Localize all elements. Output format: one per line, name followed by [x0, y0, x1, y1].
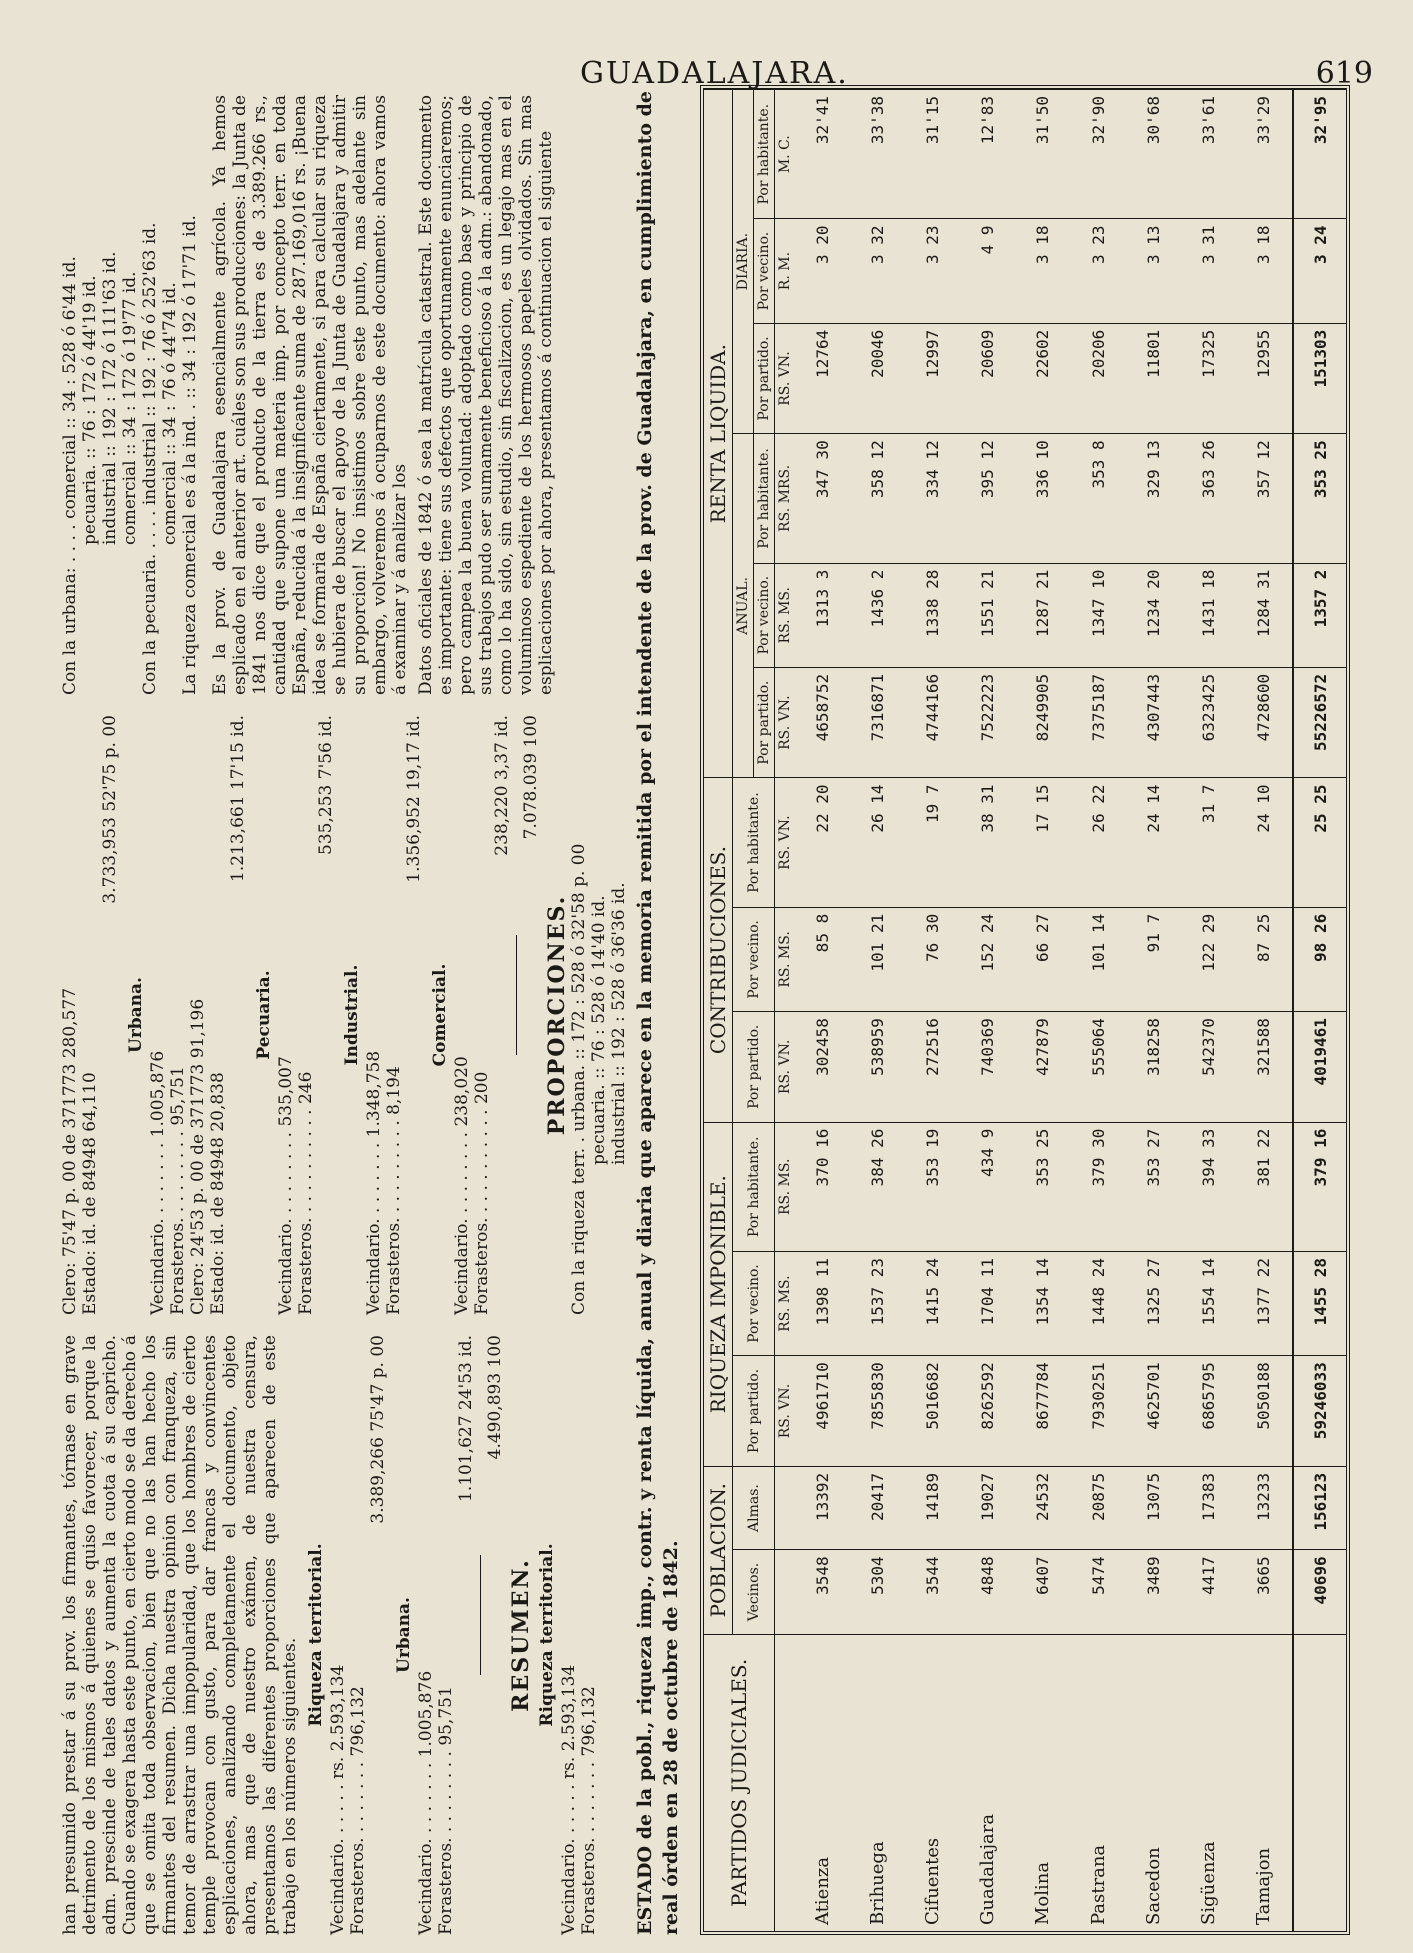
line: 3.733,953 52'75 p. 00 [100, 715, 120, 904]
cell-a3: 353 8 [1070, 434, 1125, 563]
cell-d2: 3 32 [850, 219, 905, 323]
line: 1.101,627 24'53 id. [456, 1335, 476, 1502]
cell-a3: 395 12 [960, 434, 1015, 563]
line: Vecindario. . . . . . rs. 2.593,134 [559, 1664, 579, 1935]
line: 3.389,266 75'47 p. 00 [368, 1335, 388, 1524]
cell-a1: 4744166 [905, 667, 960, 778]
total-v: 40696 [1293, 1550, 1346, 1634]
line: 238,220 3,37 id. [492, 715, 512, 856]
cell-c2: 91 7 [1126, 907, 1181, 1011]
line: Forasteros. . . . . . . . . . . 200 [472, 1071, 492, 1315]
col1-paragraph: han presumido prestar á su prov. los firmantes, tórnase en grave detrimento de los mismos á quienes se quiso favorecer, porque la adm. prescinde de tales datos y aumenta la cuota á su capricho. Cuando se exagera hasta este punto, en cierto modo se da derecho á que se omita toda observacion, bien que no las han hecho los firmantes del resumen. Dicha nuestra opinion con franqueza, sin temor de arrastrar una impopularidad, que los hombres de cierto temple provocan con gusto, para dar francas y convincentes esplicaciones, analizando completamente el documento, objeto ahora, mas que de nuestro exámen, de nuestra censura, presentamos las diferentes proporciones que aparecen de este trabajo en los números siguientes. [60, 1335, 300, 1935]
cell-d1: 12955 [1236, 323, 1293, 434]
total-a: 156123 [1293, 1466, 1346, 1550]
cell-a1: 6323425 [1181, 667, 1236, 778]
total-a1: 55226572 [1293, 667, 1346, 778]
cell-r2: 1448 24 [1070, 1251, 1125, 1355]
sub-vecino: Por vecino. [733, 1251, 775, 1355]
line: 4.490,893 100 [485, 1335, 505, 1460]
sub-vecino: Por vecino. [754, 563, 775, 667]
unit: RS. VN. [775, 1012, 796, 1123]
cell-r1: 7855830 [850, 1356, 905, 1467]
cell-c1: 427879 [1015, 1012, 1070, 1123]
heading-proporciones: PROPORCIONES. [544, 894, 570, 1136]
partido-name: Cifuentes [905, 1634, 960, 1931]
cell-c3: 38 31 [960, 778, 1015, 907]
cell-v: 4848 [960, 1550, 1015, 1634]
cell-d1: 20206 [1070, 323, 1125, 434]
cell-a3: 363 26 [1181, 434, 1236, 563]
line: Forasteros. . . . . . . . 796,132 [579, 1686, 599, 1935]
cell-r3: 353 27 [1126, 1122, 1181, 1251]
cell-d3: 33'29 [1236, 90, 1293, 219]
cell-c1: 542370 [1181, 1012, 1236, 1123]
cell-c3: 26 14 [850, 778, 905, 907]
line: La riqueza comercial es á la ind. . :: 34 : 192 ó 17'71 id. [180, 215, 200, 695]
cell-c2: 76 30 [905, 907, 960, 1011]
total-a2: 1357 2 [1293, 563, 1346, 667]
line: Estado: id. de 84948 64,110 [80, 1072, 100, 1315]
unit: RS. MS. [775, 907, 796, 1011]
cell-d1: 12764 [795, 323, 850, 434]
line: industrial :: 192 : 528 ó 36'36 id. [609, 882, 629, 1165]
cell-r1: 8262592 [960, 1356, 1015, 1467]
sub-vecino: Por vecino. [733, 907, 775, 1011]
cell-c1: 272516 [905, 1012, 960, 1123]
cell-a2: 1551 21 [960, 563, 1015, 667]
sub-habitante: Por habitante. [733, 1122, 775, 1251]
total-r3: 379 16 [1293, 1122, 1346, 1251]
cell-d3: 12'83 [960, 90, 1015, 219]
total-d3: 32'95 [1293, 90, 1346, 219]
unit: RS. MS. [775, 1122, 796, 1251]
col-renta: RENTA LIQUIDA. [704, 90, 733, 778]
partido-name: Atienza [795, 1634, 850, 1931]
total-c3: 25 25 [1293, 778, 1346, 907]
line: Estado: id. de 84948 20,838 [208, 1072, 228, 1315]
cell-a2: 1347 10 [1070, 563, 1125, 667]
cell-d2: 3 20 [795, 219, 850, 323]
cell-a1: 4658752 [795, 667, 850, 778]
cell-c3: 24 14 [1126, 778, 1181, 907]
total-c2: 98 26 [1293, 907, 1346, 1011]
heading-riqueza-territorial: Riqueza territorial. [306, 1543, 326, 1727]
cell-a2: 1287 21 [1015, 563, 1070, 667]
cell-v: 6407 [1015, 1550, 1070, 1634]
col3-paragraph-2: Datos oficiales de 1842 ó sea la matrícula catastral. Este documento es importante: tiene sus defectos que oportunamente enunciaremos; pero campea la buena voluntad: adoptado como base y principio de sus trabajos pudo ser sumamente beneficioso á la adm.: abandonado, como lo ha sido, sin estudio, sin fiscalizacion, es un legajo mas en el voluminoso espediente de los hermosos papeles olvidados. Sin mas esplicaciones por ahora, presentamos á continuacion el siguiente [416, 95, 556, 695]
cell-r2: 1554 14 [1181, 1251, 1236, 1355]
partido-name: Tamajon [1236, 1634, 1293, 1931]
cell-r2: 1377 22 [1236, 1251, 1293, 1355]
cell-a: 13392 [795, 1466, 850, 1550]
cell-v: 3665 [1236, 1550, 1293, 1634]
line: 1.213,661 17'15 id. [228, 715, 248, 882]
cell-r3: 370 16 [795, 1122, 850, 1251]
table-row [1070, 90, 1125, 1932]
cell-r1: 6865795 [1181, 1356, 1236, 1467]
cell-a: 13233 [1236, 1466, 1293, 1550]
cell-a3: 357 12 [1236, 434, 1293, 563]
cell-a1: 4728600 [1236, 667, 1293, 778]
table-row [1236, 90, 1293, 1932]
partido-name: Brihuega [850, 1634, 905, 1931]
line: Vecindario. . . . . . . . 1.005,876 [416, 1670, 436, 1935]
cell-d1: 17325 [1181, 323, 1236, 434]
col-poblacion: POBLACION. [704, 1466, 733, 1634]
cell-r3: 384 26 [850, 1122, 905, 1251]
cell-a1: 7375187 [1070, 667, 1125, 778]
line: Forasteros. . . . . . . . . 95,751 [168, 1066, 188, 1315]
sub-habitante: Por habitante. [754, 90, 775, 219]
cell-c1: 555064 [1070, 1012, 1125, 1123]
cell-v: 3489 [1126, 1550, 1181, 1634]
cell-c3: 22 20 [795, 778, 850, 907]
cell-a: 17383 [1181, 1466, 1236, 1550]
line: Forasteros. . . . . . . . . 95,751 [436, 1686, 456, 1935]
cell-d3: 33'61 [1181, 90, 1236, 219]
sub-diaria: DIARIA. [733, 90, 754, 434]
cell-c2: 122 29 [1181, 907, 1236, 1011]
line: Vecindario. . . . . . . . 1.348,758 [364, 1050, 384, 1315]
cell-v: 3544 [905, 1550, 960, 1634]
cell-d3: 31'50 [1015, 90, 1070, 219]
total-d1: 151303 [1293, 323, 1346, 434]
table-row [1181, 90, 1236, 1932]
cell-v: 3548 [795, 1550, 850, 1634]
table-row [795, 90, 850, 1932]
cell-c1: 321588 [1236, 1012, 1293, 1123]
table-total-row [1293, 90, 1346, 1932]
caption-estado: ESTADO [634, 1845, 656, 1935]
cell-d2: 3 23 [1070, 219, 1125, 323]
cell-r1: 4625701 [1126, 1356, 1181, 1467]
cell-d3: 32'90 [1070, 90, 1125, 219]
cell-r1: 5050188 [1236, 1356, 1293, 1467]
cell-a1: 7522223 [960, 667, 1015, 778]
cell-a2: 1431 18 [1181, 563, 1236, 667]
table-row [1126, 90, 1181, 1932]
table-row [1015, 90, 1070, 1932]
sub-partido: Por partido. [754, 667, 775, 778]
cell-d2: 3 18 [1015, 219, 1070, 323]
cell-a3: 347 30 [795, 434, 850, 563]
line: pecuaria. :: 76 : 172 ó 44'19 id. [80, 275, 100, 545]
cell-r3: 379 30 [1070, 1122, 1125, 1251]
cell-a2: 1234 20 [1126, 563, 1181, 667]
cell-c2: 101 21 [850, 907, 905, 1011]
rule [516, 935, 517, 1055]
cell-c1: 740369 [960, 1012, 1015, 1123]
cell-c2: 101 14 [1070, 907, 1125, 1011]
cell-a2: 1313 3 [795, 563, 850, 667]
partido-name: Molina [1015, 1634, 1070, 1931]
statistics-table [700, 85, 1350, 1935]
cell-a: 24532 [1015, 1466, 1070, 1550]
col-riqueza: RIQUEZA IMPONIBLE. [704, 1122, 733, 1466]
cell-v: 5474 [1070, 1550, 1125, 1634]
line: comercial :: 34 : 76 ó 44'74 id. [160, 282, 180, 545]
sub-habitante: Por habitante. [754, 434, 775, 563]
cell-a1: 4307443 [1126, 667, 1181, 778]
cell-c3: 26 22 [1070, 778, 1125, 907]
partido-name: Pastrana [1070, 1634, 1125, 1931]
sub-partido: Por partido. [733, 1012, 775, 1123]
page-number: 619 [1315, 56, 1373, 91]
table-caption [632, 85, 692, 1935]
heading-urbana: Urbana. [394, 1597, 414, 1673]
cell-a2: 1284 31 [1236, 563, 1293, 667]
heading-riqueza-territorial-2: Riqueza territorial. [537, 1543, 557, 1727]
unit: RS. VN. [775, 778, 796, 907]
cell-a2: 1338 28 [905, 563, 960, 667]
heading-pecuaria: Pecuaria. [254, 970, 274, 1060]
table-row [850, 90, 905, 1932]
cell-d3: 33'38 [850, 90, 905, 219]
cell-c3: 31 7 [1181, 778, 1236, 907]
cell-c1: 302458 [795, 1012, 850, 1123]
rotated-page-body [60, 85, 1360, 1935]
total-d2: 3 24 [1293, 219, 1346, 323]
cell-d3: 30'68 [1126, 90, 1181, 219]
cell-v: 4417 [1181, 1550, 1236, 1634]
sub-partido: Por partido. [733, 1356, 775, 1467]
partido-name: Sigüenza [1181, 1634, 1236, 1931]
cell-r2: 1704 11 [960, 1251, 1015, 1355]
line: Clero: 24'53 p. 00 de 371773 91,196 [188, 998, 208, 1315]
cell-c3: 24 10 [1236, 778, 1293, 907]
sub-vecino: Por vecino. [754, 219, 775, 323]
caption-text: de la pobl., riqueza imp., contr. y renta líquida, anual y diaria que aparece en la memoria remitida por el intendente de la prov. de Guadalajara, en cumplimiento de real órden en 28 de octubre de 1842. [634, 90, 682, 1935]
cell-c3: 17 15 [1015, 778, 1070, 907]
line: industrial :: 192 : 172 ó 111'63 id. [100, 251, 120, 545]
cell-a2: 1436 2 [850, 563, 905, 667]
cell-d3: 31'15 [905, 90, 960, 219]
line: Con la pecuaria. . . . . industrial :: 192 : 76 ó 252'63 id. [140, 222, 160, 695]
line: Vecindario. . . . . . . . 1.005,876 [148, 1050, 168, 1315]
cell-d2: 3 23 [905, 219, 960, 323]
line: Vecindario. . . . . . . . . 238,020 [452, 1056, 472, 1315]
unit: M. C. [775, 90, 796, 219]
rule [480, 1555, 481, 1675]
line: Vecindario. . . . . . rs. 2.593,134 [328, 1664, 348, 1935]
cell-c1: 538959 [850, 1012, 905, 1123]
table-row [905, 90, 960, 1932]
cell-a1: 8249905 [1015, 667, 1070, 778]
cell-d2: 3 31 [1181, 219, 1236, 323]
cell-r1: 8677784 [1015, 1356, 1070, 1467]
cell-r3: 394 33 [1181, 1122, 1236, 1251]
sub-anual: ANUAL. [733, 434, 754, 778]
line: 1.356,952 19,17 id. [404, 715, 424, 883]
total-r1: 59246033 [1293, 1356, 1346, 1467]
line: 535,253 7'56 id. [316, 715, 336, 855]
table-body [795, 90, 1346, 1932]
cell-d3: 32'41 [795, 90, 850, 219]
cell-c3: 19 7 [905, 778, 960, 907]
cell-c2: 66 27 [1015, 907, 1070, 1011]
cell-r3: 353 19 [905, 1122, 960, 1251]
total-r2: 1455 28 [1293, 1251, 1346, 1355]
cell-a3: 358 12 [850, 434, 905, 563]
cell-c1: 318258 [1126, 1012, 1181, 1123]
line: Con la urbana: . . . . comercial :: 34 : 528 ó 6'44 id. [60, 256, 80, 695]
line: Vecindario. . . . . . . . . 535,007 [276, 1056, 296, 1315]
unit: RS. VN. [775, 323, 796, 434]
line: Forasteros. . . . . . . . . . 8,194 [384, 1066, 404, 1315]
text-columns [60, 85, 629, 1935]
unit: R. M. [775, 219, 796, 323]
cell-d2: 4 9 [960, 219, 1015, 323]
cell-c2: 85 8 [795, 907, 850, 1011]
heading-resumen: RESUMEN. [508, 1558, 534, 1712]
cell-a1: 7316871 [850, 667, 905, 778]
cell-r3: 434 9 [960, 1122, 1015, 1251]
cell-r2: 1354 14 [1015, 1251, 1070, 1355]
line: Forasteros. . . . . . . . . . . 246 [296, 1071, 316, 1315]
cell-c2: 152 24 [960, 907, 1015, 1011]
column-3 [60, 95, 620, 695]
cell-a3: 334 12 [905, 434, 960, 563]
cell-c2: 87 25 [1236, 907, 1293, 1011]
cell-r1: 4961710 [795, 1356, 850, 1467]
cell-v: 5304 [850, 1550, 905, 1634]
running-title: GUADALAJARA. [580, 56, 849, 91]
cell-a3: 329 13 [1126, 434, 1181, 563]
sub-habitante: Por habitante. [733, 778, 775, 907]
line: comercial :: 34 : 172 ó 19'77 id. [120, 271, 140, 545]
col3-paragraph-1: Es la prov. de Guadalajara esencialmente agrícola. Ya hemos esplicado en el anterior art. cuáles son sus producciones: la Junta de 1841 nos dice que el producto de la tierra es de 3.389.266 rs., cantidad que supone una materia imp. por concepto terr. en toda España, reducida á la insignificante suma de 287.169,016 rs. ¡Buena idea se formaria de España ciertamente, si para calcular su riqueza se hubiera de buscar el apoyo de la Junta de Guadalajara y admitir su proporcion! No insistimos sobre este punto, mas adelante sin embargo, volveremos á ocuparnos de este documento: ahora vamos á examinar y á analizar los [210, 95, 410, 695]
cell-r2: 1537 23 [850, 1251, 905, 1355]
line: 7.078.039 100 [521, 715, 541, 840]
partido-name: Guadalajara [960, 1634, 1015, 1931]
column-1 [60, 1335, 620, 1935]
col-partidos: PARTIDOS JUDICIALES. [704, 1634, 775, 1931]
cell-r1: 7930251 [1070, 1356, 1125, 1467]
cell-a: 20875 [1070, 1466, 1125, 1550]
unit: RS. MS. [775, 1251, 796, 1355]
cell-a: 19027 [960, 1466, 1015, 1550]
total-c1: 4019461 [1293, 1012, 1346, 1123]
cell-a: 14189 [905, 1466, 960, 1550]
cell-d1: 20609 [960, 323, 1015, 434]
sub-almas: Almas. [733, 1466, 775, 1550]
line: Clero: 75'47 p. 00 de 371773 280,577 [60, 987, 80, 1315]
cell-d1: 11801 [1126, 323, 1181, 434]
cell-d2: 3 18 [1236, 219, 1293, 323]
unit: RS. MRS. [775, 434, 796, 563]
heading-comercial: Comercial. [430, 963, 450, 1067]
unit: RS. VN. [775, 1356, 796, 1467]
heading-industrial: Industrial. [342, 964, 362, 1066]
cell-r1: 5016682 [905, 1356, 960, 1467]
partido-name: Sacedon [1126, 1634, 1181, 1931]
total-label-cell [1293, 1634, 1346, 1931]
cell-d1: 20046 [850, 323, 905, 434]
cell-d1: 12997 [905, 323, 960, 434]
column-2 [60, 715, 629, 1315]
line: pecuaria. :: 76 : 528 ó 14'40 id. [589, 895, 609, 1165]
unit: RS. VN. [775, 667, 796, 778]
cell-r2: 1325 27 [1126, 1251, 1181, 1355]
sub-vecinos: Vecinos. [733, 1550, 775, 1634]
cell-a: 20417 [850, 1466, 905, 1550]
unit: RS. MS. [775, 563, 796, 667]
cell-a: 13075 [1126, 1466, 1181, 1550]
heading-urbana: Urbana. [126, 977, 146, 1053]
cell-a3: 336 10 [1015, 434, 1070, 563]
total-a3: 353 25 [1293, 434, 1346, 563]
col-contribuciones: CONTRIBUCIONES. [704, 778, 733, 1122]
cell-r2: 1415 24 [905, 1251, 960, 1355]
line: Forasteros. . . . . . . . 796,132 [348, 1686, 368, 1935]
cell-r2: 1398 11 [795, 1251, 850, 1355]
line: Con la riqueza terr. . urbana. :: 172 : 528 ó 32'58 p. 00 [569, 843, 589, 1315]
cell-d1: 22602 [1015, 323, 1070, 434]
cell-r3: 353 25 [1015, 1122, 1070, 1251]
table-row [960, 90, 1015, 1932]
cell-d2: 3 13 [1126, 219, 1181, 323]
cell-r3: 381 22 [1236, 1122, 1293, 1251]
sub-partido: Por partido. [754, 323, 775, 434]
